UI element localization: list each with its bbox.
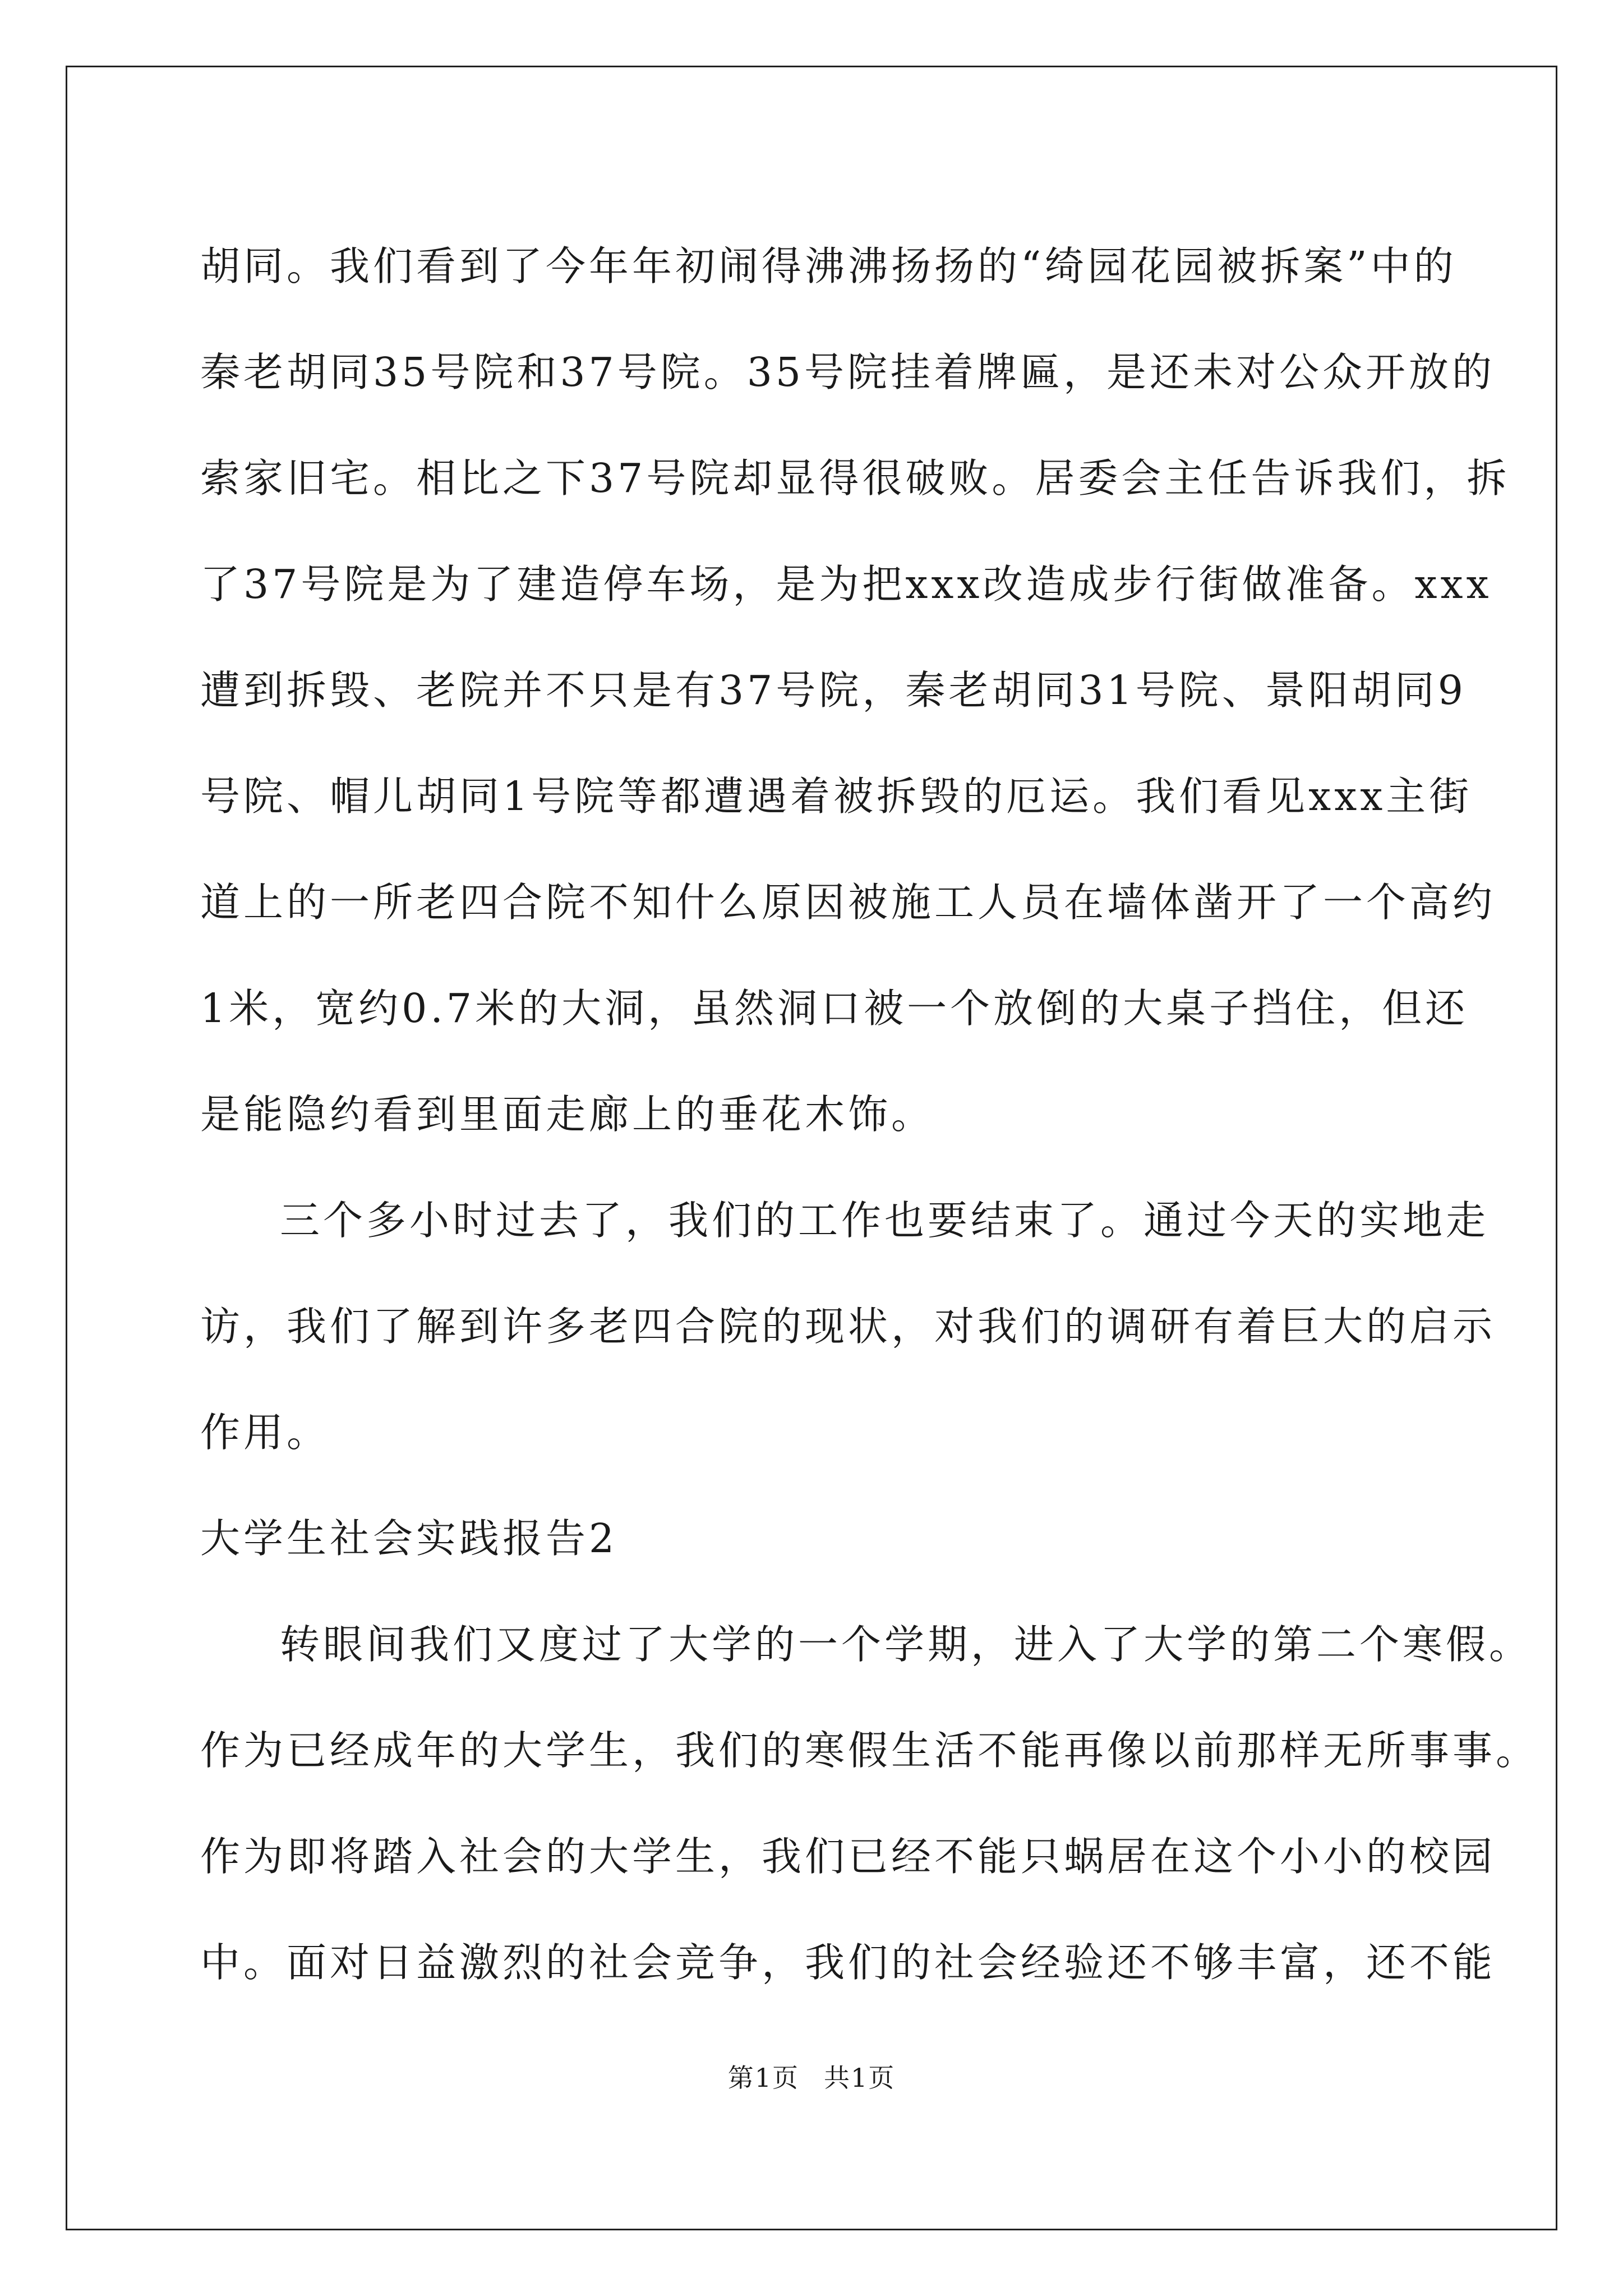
page-number-current: 第1页 [727, 2063, 799, 2093]
text-line: 是能隐约看到里面走廊上的垂花木饰。 [200, 1091, 935, 1138]
page-footer [0, 2058, 1623, 2095]
text-line: 作用。 [200, 1409, 330, 1456]
text-line: 中。面对日益激烈的社会竞争，我们的社会经验还不够丰富，还不能 [200, 1939, 1496, 1986]
text-line: 作为已经成年的大学生，我们的寒假生活不能再像以前那样无所事事。 [200, 1727, 1539, 1774]
text-line: 胡同。我们看到了今年年初闹得沸沸扬扬的“绮园花园被拆案”中的 [200, 243, 1457, 289]
document-body [200, 213, 1539, 2016]
text-line: 号院、帽儿胡同1号院等都遭遇着被拆毁的厄运。我们看见xxx主街 [200, 773, 1473, 820]
text-line: 遭到拆毁、老院并不只是有37号院，秦老胡同31号院、景阳胡同9 [200, 667, 1467, 714]
text-line: 三个多小时过去了，我们的工作也要结束了。通过今天的实地走 [280, 1197, 1490, 1244]
text-line: 转眼间我们又度过了大学的一个学期，进入了大学的第二个寒假。 [280, 1621, 1533, 1668]
text-line: 作为即将踏入社会的大学生，我们已经不能只蜗居在这个小小的校园 [200, 1833, 1496, 1880]
text-line: 大学生社会实践报告2 [200, 1515, 618, 1562]
text-line: 访，我们了解到许多老四合院的现状，对我们的调研有着巨大的启示 [200, 1303, 1496, 1350]
text-line: 道上的一所老四合院不知什么原因被施工人员在墙体凿开了一个高约 [200, 879, 1496, 926]
text-line: 索家旧宅。相比之下37号院却显得很破败。居委会主任告诉我们，拆 [200, 455, 1510, 501]
page-number-total: 共1页 [824, 2063, 896, 2093]
text-line: 1米，宽约0.7米的大洞，虽然洞口被一个放倒的大桌子挡住，但还 [200, 985, 1469, 1032]
text-line: 了37号院是为了建造停车场，是为把xxx改造成步行街做准备。xxx [200, 561, 1492, 608]
text-line: 秦老胡同35号院和37号院。35号院挂着牌匾，是还未对公众开放的 [200, 349, 1496, 395]
